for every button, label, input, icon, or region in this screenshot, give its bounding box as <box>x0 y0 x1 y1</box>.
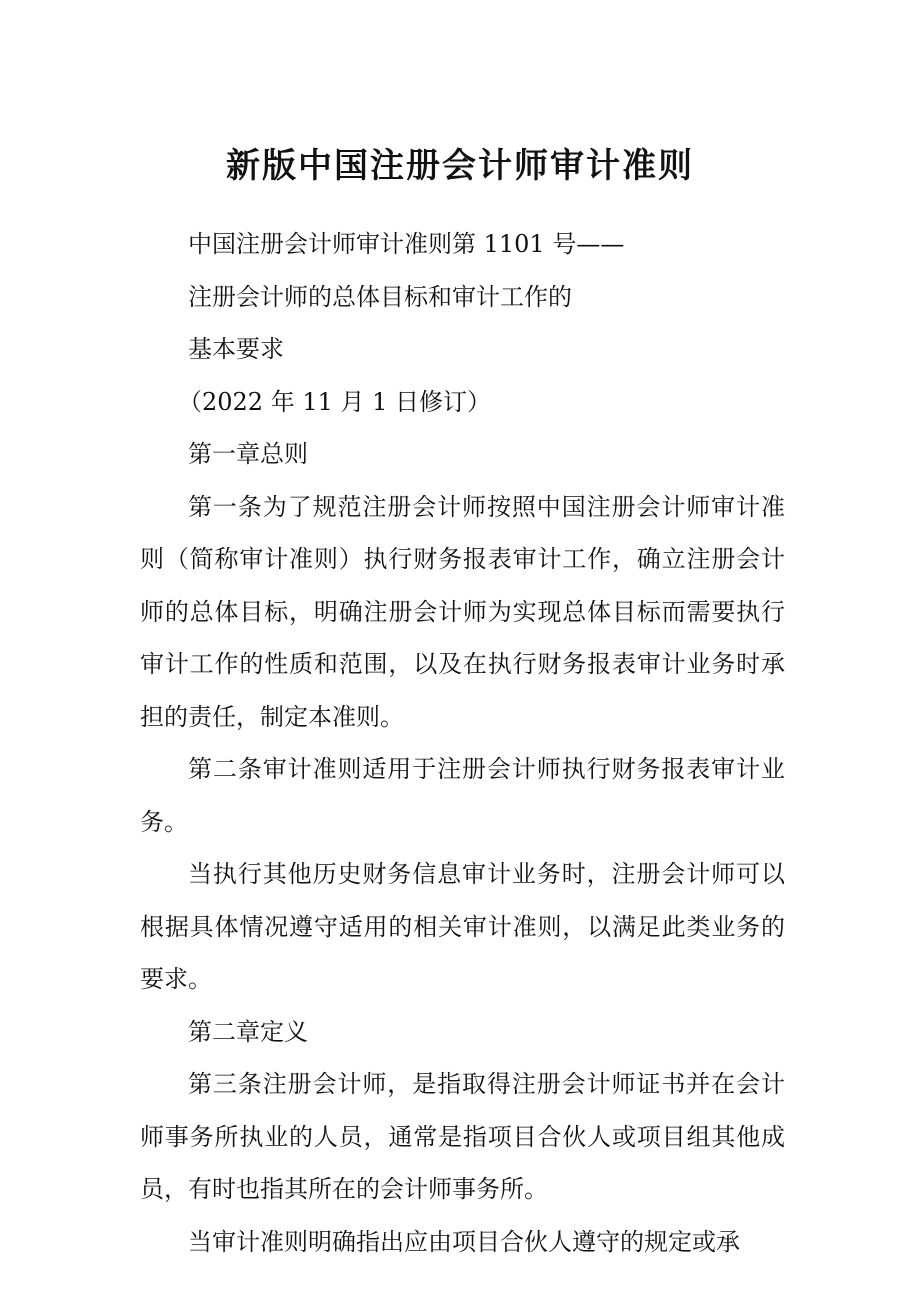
article-2: 第二条审计准则适用于注册会计师执行财务报表审计业务。 <box>140 755 785 836</box>
revision-date: （2022 年 11 月 1 日修订） <box>178 387 492 416</box>
article-2-paragraph-2: 当执行其他历史财务信息审计业务时，注册会计师可以根据具体情况遵守适用的相关审计准则，以满足此类业务的要求。 <box>140 860 785 993</box>
chapter-heading-2: 第二章定义 <box>188 1017 308 1046</box>
standard-subtitle-line-2: 基本要求 <box>188 335 284 363</box>
document-title: 新版中国注册会计师审计准则 <box>226 146 694 186</box>
document-body <box>140 218 785 1268</box>
article-3-paragraph-2: 当审计准则明确指出应由项目合伙人遵守的规定或承 <box>188 1227 740 1256</box>
standard-subtitle-line-1: 注册会计师的总体目标和审计工作的 <box>188 282 572 311</box>
chapter-heading-1: 第一章总则 <box>188 440 308 468</box>
standard-number-line: 中国注册会计师审计准则第 1101 号—— <box>188 230 625 258</box>
article-1: 第一条为了规范注册会计师按照中国注册会计师审计准则（简称审计准则）执行财务报表审计工作，确立注册会计师的总体目标，明确注册会计师为实现总体目标而需要执行审计工作的性质和范围，以及在执行财务报表审计业务时承担的责任，制定本准则。 <box>140 492 785 731</box>
article-3: 第三条注册会计师，是指取得注册会计师证书并在会计师事务所执业的人员，通常是指项目合伙人或项目组其他成员，有时也指其所在的会计师事务所。 <box>140 1070 785 1203</box>
